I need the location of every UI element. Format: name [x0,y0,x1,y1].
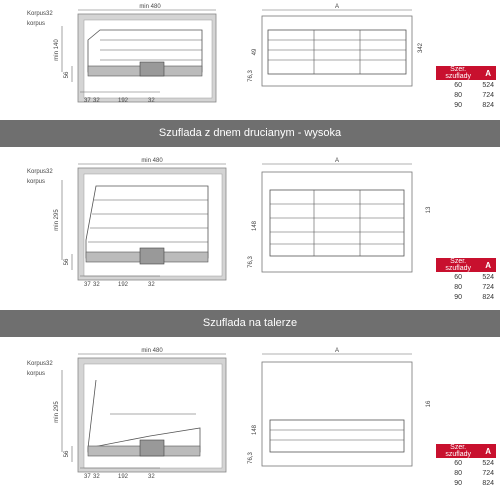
bottom-dim-4: 32 [148,282,155,288]
section-top [0,0,500,120]
cell: 724 [482,91,494,99]
dim-v1-label: min 295 [54,401,60,423]
table-row [436,468,496,478]
table-header-a: A [480,444,496,458]
mechanism [140,440,164,456]
dim-right-a: 148 [252,220,258,232]
dim-top-label: min 480 [141,348,163,354]
cell: 724 [482,283,494,291]
dim-v2-label: 56 [64,71,70,79]
bottom-dim-1: 37 [84,98,91,104]
dim-front-label: A [334,158,340,164]
cell: 724 [482,469,494,477]
cell: 60 [454,459,463,467]
table-header-a: A [480,258,496,272]
cell: 80 [454,469,463,477]
front-frame [262,362,412,466]
bottom-dim-4: 32 [148,474,155,480]
cell: 60 [454,273,463,281]
dim-v1-label: min 140 [54,39,60,61]
bottom-dim-1: 37 [84,282,91,288]
bottom-dim-3: 192 [118,98,129,104]
cell: 824 [482,479,494,487]
band-plate-drawer: Szuflada na talerze [0,310,500,337]
dim-right-a: 49 [252,48,258,56]
dim-front-label: A [334,348,340,354]
dim-top-label: min 480 [141,158,163,164]
cell: 60 [454,81,463,89]
section-bottom-drawing [0,340,500,495]
side-label-2: korpus [27,21,46,27]
mechanism [140,248,164,264]
cell: 80 [454,283,463,291]
table-row [436,272,496,282]
dim-v2-label: 56 [64,258,70,266]
size-table-middle [436,258,496,302]
table-row [436,100,496,110]
table-row [436,292,496,302]
front-plate-rack [270,420,404,452]
table-row [436,458,496,468]
dim-right-c: 76,3 [248,70,254,82]
dim-right-c: 76,3 [248,256,254,268]
cell: 524 [482,81,494,89]
bottom-dim-4: 32 [148,98,155,104]
size-table-bottom [436,444,496,488]
dim-right-b: 342 [418,42,424,54]
bottom-dim-3: 192 [118,474,129,480]
front-frame [262,172,412,272]
side-label-2: korpus [27,371,46,377]
table-header-size: Szer. szuflady [436,258,480,272]
front-basket [268,30,406,74]
cell: 90 [454,293,463,301]
mechanism [140,62,164,76]
dim-front-label: A [334,4,340,10]
front-basket [270,190,404,256]
band-wire-drawer-high: Szuflada z dnem drucianym - wysoka [0,120,500,147]
size-table-top [436,66,496,110]
bottom-dim-1: 37 [84,474,91,480]
side-label-2: korpus [27,179,46,185]
table-header-size: Szer. szuflady [436,66,480,80]
table-row [436,80,496,90]
cell: 90 [454,101,463,109]
dim-right-a: 148 [252,424,258,436]
dim-top-label: min 480 [139,4,161,10]
cell: 90 [454,479,463,487]
cell: 824 [482,293,494,301]
bottom-dim-2: 32 [93,474,100,480]
section-middle [0,150,500,300]
table-header-size: Szer. szuflady [436,444,480,458]
side-label-1: Korpus32 [27,361,53,367]
cell: 824 [482,101,494,109]
cell: 80 [454,91,463,99]
bottom-dim-2: 32 [93,282,100,288]
table-row [436,282,496,292]
front-frame [262,16,412,86]
bottom-dim-2: 32 [93,98,100,104]
section-middle-drawing [0,150,500,300]
cabinet-interior [84,20,212,98]
dim-v2-label: 56 [64,450,70,458]
side-label-1: Korpus32 [27,169,53,175]
dim-right-b: 16 [426,400,432,408]
cell: 524 [482,273,494,281]
dim-v1-label: min 295 [54,209,60,231]
table-row [436,90,496,100]
section-bottom [0,340,500,495]
bottom-dim-3: 192 [118,282,129,288]
side-label-1: Korpus32 [27,11,53,17]
dim-right-c: 76,3 [248,452,254,464]
table-header-a: A [480,66,496,80]
table-row [436,478,496,488]
section-top-drawing [0,0,500,120]
cell: 524 [482,459,494,467]
dim-right-b: 13 [426,206,432,214]
